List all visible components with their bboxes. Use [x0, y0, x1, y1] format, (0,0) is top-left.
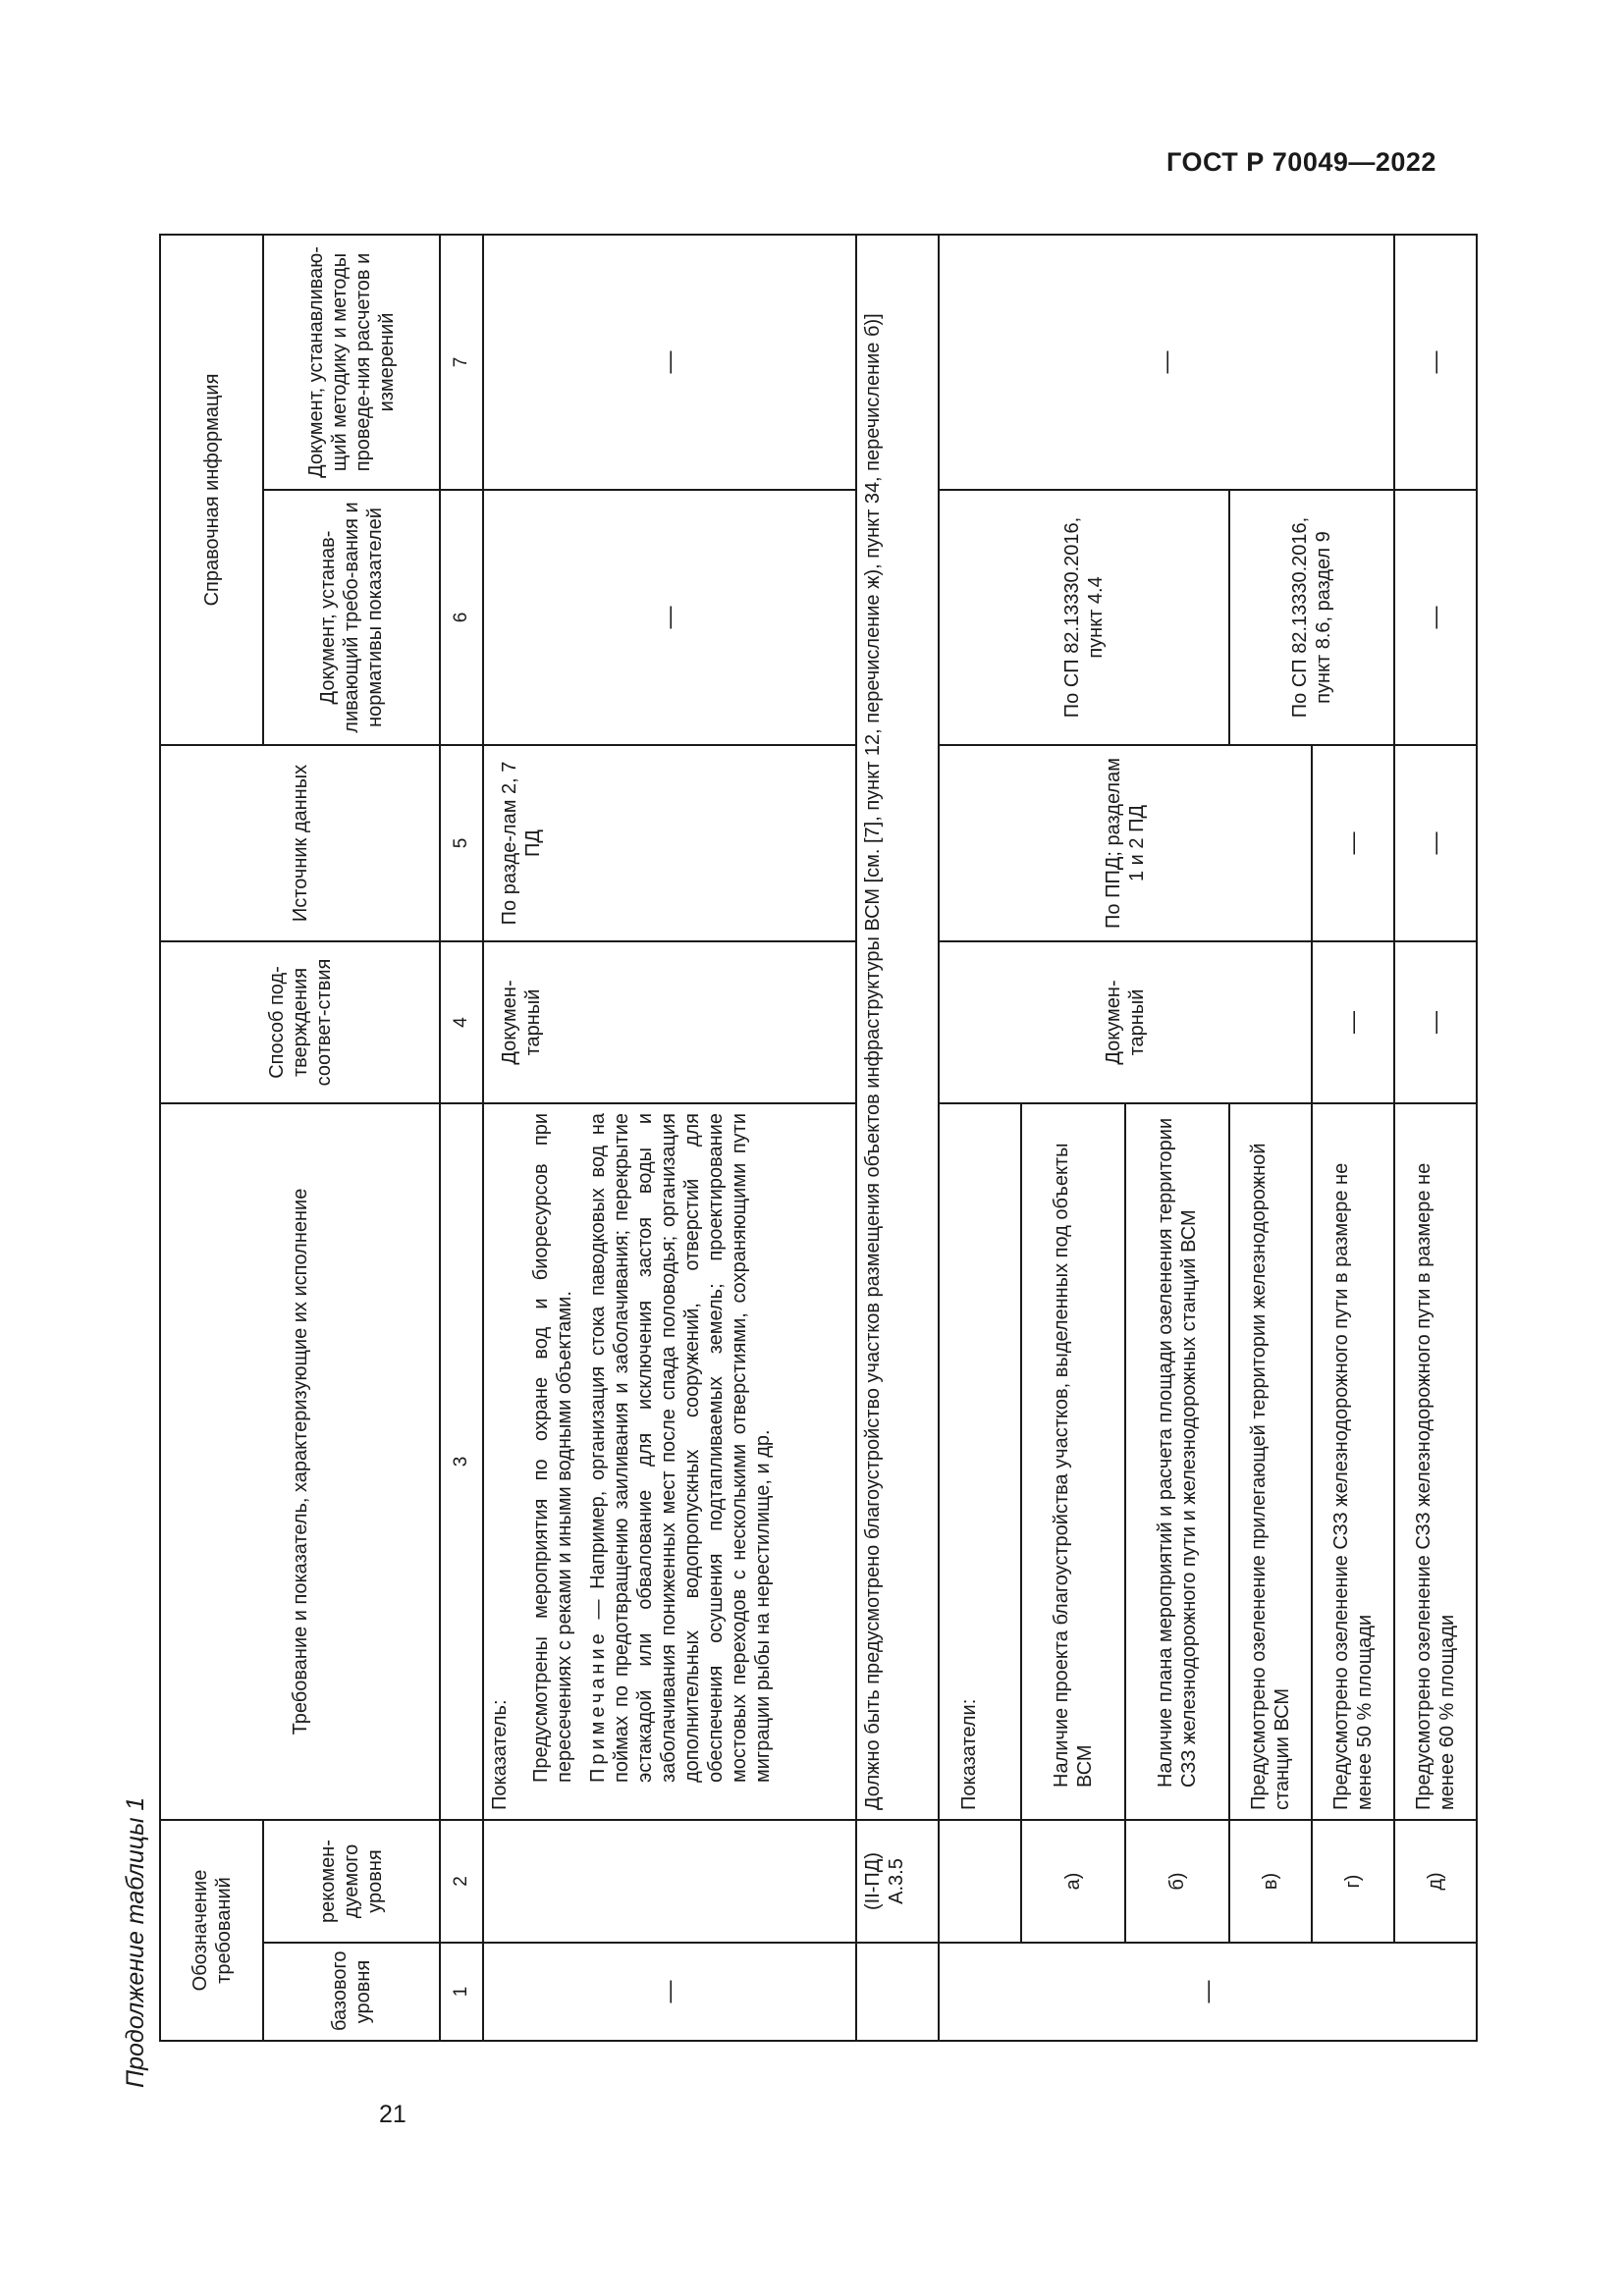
a35-row: [856, 235, 939, 2041]
item-doc-norms-d: —: [1394, 490, 1477, 745]
header-source: Источник данных: [160, 745, 440, 941]
block1-text: Предусмотрены мероприятия по охране вод и биоресурсов при пересечениях с реками и иными водными объектами.: [530, 1112, 575, 1783]
col-num-7: 7: [440, 235, 483, 490]
col-num-1: 1: [440, 1943, 483, 2041]
block2-indicators-label: Показатели:: [939, 1103, 1021, 1820]
col-num-2: 2: [440, 1820, 483, 1943]
header-method: Способ под-тверждения соответ-ствия: [160, 941, 440, 1103]
rotated-table-container: [159, 236, 1458, 2042]
standard-number: ГОСТ Р 70049—2022: [1166, 147, 1436, 177]
block1-doc-method: —: [483, 235, 856, 490]
block2-item-d: [1394, 235, 1477, 2041]
block2-method: Докумен-тарный: [939, 941, 1312, 1103]
a35-basic: [856, 1943, 939, 2041]
table-caption: Продолжение таблицы 1: [122, 1796, 149, 2088]
header-reference: Справочная информация: [160, 235, 263, 745]
header-doc-norms: Документ, устанав-ливающий требо-вания и нормативы показателей: [263, 490, 440, 745]
block2-doc-norms-v: По СП 82.13330.2016, пункт 8.6, раздел 9: [1229, 490, 1394, 745]
block2-label-recommended: [939, 1820, 1021, 1943]
item-text-b: Наличие плана мероприятий и расчета площади озеленения территории СЗЗ железнодорожного пути и железнодорожных станций ВСМ: [1125, 1103, 1229, 1820]
item-method-d: —: [1394, 941, 1477, 1103]
col-num-3: 3: [440, 1103, 483, 1820]
header-doc-method: Документ, устанавливаю-щий методику и методы проведе-ния расчетов и измерений: [263, 235, 440, 490]
block1-source: По разде-лам 2, 7 ПД: [483, 745, 856, 941]
block1-doc-norms: —: [483, 490, 856, 745]
block2-item-v: [1229, 235, 1312, 2041]
item-letter-b: б): [1125, 1820, 1229, 1943]
item-text-v: Предусмотрено озеленение прилегающей территории железнодорожной станции ВСМ: [1229, 1103, 1312, 1820]
block1-requirement: [483, 1103, 856, 1820]
item-letter-d: д): [1394, 1820, 1477, 1943]
block1-basic: —: [483, 1943, 856, 2041]
col-num-4: 4: [440, 941, 483, 1103]
item-source-d: —: [1394, 745, 1477, 941]
block1-method: Докумен-тарный: [483, 941, 856, 1103]
item-letter-v: в): [1229, 1820, 1312, 1943]
item-letter-a: а): [1021, 1820, 1125, 1943]
block2-doc-norms-ab: По СП 82.13330.2016, пункт 4.4: [939, 490, 1229, 745]
block1-row: [483, 235, 856, 2041]
item-doc-method-d: —: [1394, 235, 1477, 490]
requirements-table: [159, 234, 1478, 2042]
block1-recommended: [483, 1820, 856, 1943]
page-number: 21: [379, 2101, 406, 2128]
block1-note: [586, 1113, 775, 1810]
block1-note-text: — Например, организация стока паводковых вод на поймах по предотвращению заиливания и заболачивания; перекрытие эстакадой или обвалование для исключения застоя воды и заболачивания пониженных мест после спада половодья; организация дополнительных водопропускных сооружений, отверстий для обеспечения осушения подтапливаемых земель; проектирование мостовых переходов с несколькими отверстиями, сохраняющими пути миграции рыбы на нерестилище, и др.: [587, 1112, 774, 1783]
block2-source: По ППД; разделам 1 и 2 ПД: [939, 745, 1312, 941]
item-text-a: Наличие проекта благоустройства участков, выделенных под объекты ВСМ: [1021, 1103, 1125, 1820]
col-num-6: 6: [440, 490, 483, 745]
item-method-g: —: [1312, 941, 1394, 1103]
item-text-g: Предусмотрено озеленение СЗЗ железнодорожного пути в размере не менее 50 % площади: [1312, 1103, 1394, 1820]
a35-text: Должно быть предусмотрено благоустройство участков размещения объектов инфраструктуры ВСМ [см. [7], пункт 12, перечисление ж), пункт 34, перечисление б)]: [856, 235, 939, 1820]
header-designation: Обозначение требований: [160, 1820, 263, 2041]
block2-doc-method: —: [939, 235, 1394, 490]
item-text-d: Предусмотрено озеленение СЗЗ железнодорожного пути в размере не менее 60 % площади: [1394, 1103, 1477, 1820]
block2-basic: —: [939, 1943, 1477, 2041]
block1-indicator-label: Показатель:: [489, 1699, 511, 1810]
column-numbers-row: [440, 235, 483, 2041]
block1-note-label: Примечание: [587, 1629, 609, 1783]
header-row-1: [160, 235, 263, 2041]
item-letter-g: г): [1312, 1820, 1394, 1943]
col-num-5: 5: [440, 745, 483, 941]
header-recommended: рекомен-дуемого уровня: [263, 1820, 440, 1943]
item-source-g: —: [1312, 745, 1394, 941]
header-requirement: Требование и показатель, характеризующие их исполнение: [160, 1103, 440, 1820]
header-basic: базового уровня: [263, 1943, 440, 2041]
a35-code: (II-ПД) А.3.5: [856, 1820, 939, 1943]
block2-label-row: [939, 235, 1021, 2041]
